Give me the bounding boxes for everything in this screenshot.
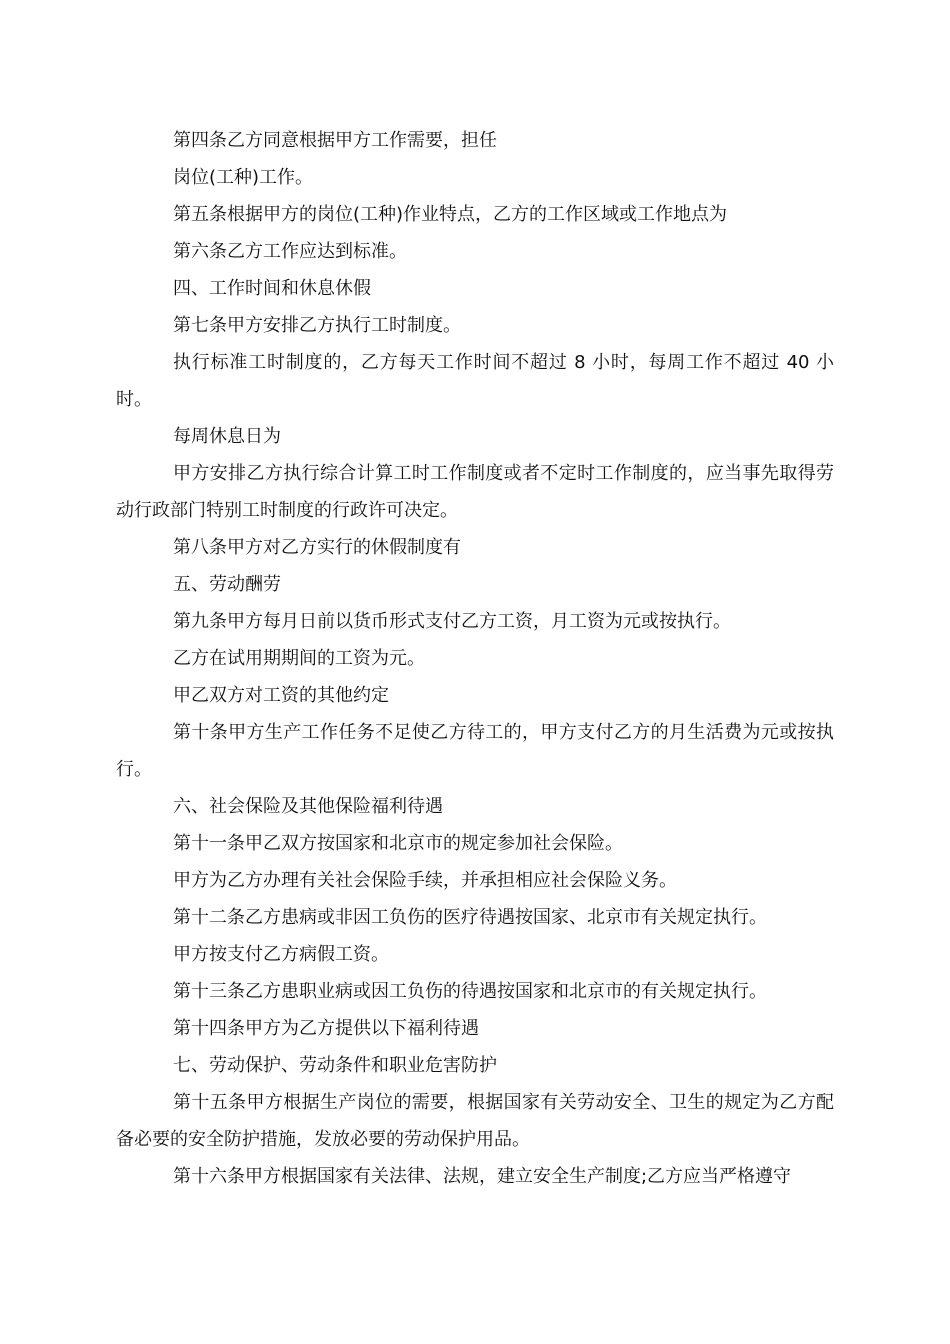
- paragraph-article-9: 第九条甲方每月日前以货币形式支付乙方工资，月工资为元或按执行。: [173, 611, 731, 632]
- section-heading-remuneration: 五、劳动酬劳: [173, 574, 281, 595]
- section-heading-labor-protection: 七、劳动保护、劳动条件和职业危害防护: [173, 1055, 497, 1076]
- paragraph-article-12: 第十二条乙方患病或非因工负伤的医疗待遇按国家、北京市有关规定执行。: [173, 907, 767, 928]
- paragraph-article-8: 第八条甲方对乙方实行的休假制度有: [173, 537, 461, 558]
- paragraph-article-16: 第十六条甲方根据国家有关法律、法规，建立安全生产制度;乙方应当严格遵守: [173, 1166, 792, 1187]
- paragraph-article-11: 第十一条甲乙双方按国家和北京市的规定参加社会保险。: [173, 833, 623, 854]
- paragraph-probation-wage: 乙方在试用期期间的工资为元。: [173, 648, 425, 669]
- paragraph-article-7: 第七条甲方安排乙方执行工时制度。: [173, 315, 461, 336]
- paragraph-insurance-procedures: 甲方为乙方办理有关社会保险手续，并承担相应社会保险义务。: [173, 870, 677, 891]
- paragraph-sick-leave-wage: 甲方按支付乙方病假工资。: [173, 944, 389, 965]
- paragraph-article-15: 第十五条甲方根据生产岗位的需要，根据国家有关劳动安全、卫生的规定为乙方配备必要的安全防护措施，发放必要的劳动保护用品。: [116, 1092, 834, 1150]
- section-heading-social-insurance: 六、社会保险及其他保险福利待遇: [173, 796, 443, 817]
- paragraph-standard-hours: 执行标准工时制度的，乙方每天工作时间不超过 8 小时，每周工作不超过 40 小时。: [116, 352, 834, 410]
- paragraph-article-13: 第十三条乙方患职业病或因工负伤的待遇按国家和北京市的有关规定执行。: [173, 981, 767, 1002]
- paragraph-article-14: 第十四条甲方为乙方提供以下福利待遇: [173, 1018, 479, 1039]
- paragraph-weekly-rest-day: 每周休息日为: [173, 426, 281, 447]
- paragraph-position-type: 岗位(工种)工作。: [173, 167, 314, 188]
- section-heading-working-hours: 四、工作时间和休息休假: [173, 278, 371, 299]
- document-body: [116, 122, 834, 1195]
- paragraph-article-4: 第四条乙方同意根据甲方工作需要，担任: [173, 130, 497, 151]
- paragraph-article-5: 第五条根据甲方的岗位(工种)作业特点，乙方的工作区域或工作地点为: [173, 204, 728, 225]
- paragraph-article-6: 第六条乙方工作应达到标准。: [173, 241, 407, 262]
- paragraph-special-hours: 甲方安排乙方执行综合计算工时工作制度或者不定时工作制度的，应当事先取得劳动行政部门特别工时制度的行政许可决定。: [116, 463, 834, 521]
- paragraph-other-wage-terms: 甲乙双方对工资的其他约定: [173, 685, 389, 706]
- paragraph-article-10: 第十条甲方生产工作任务不足使乙方待工的，甲方支付乙方的月生活费为元或按执行。: [116, 722, 834, 780]
